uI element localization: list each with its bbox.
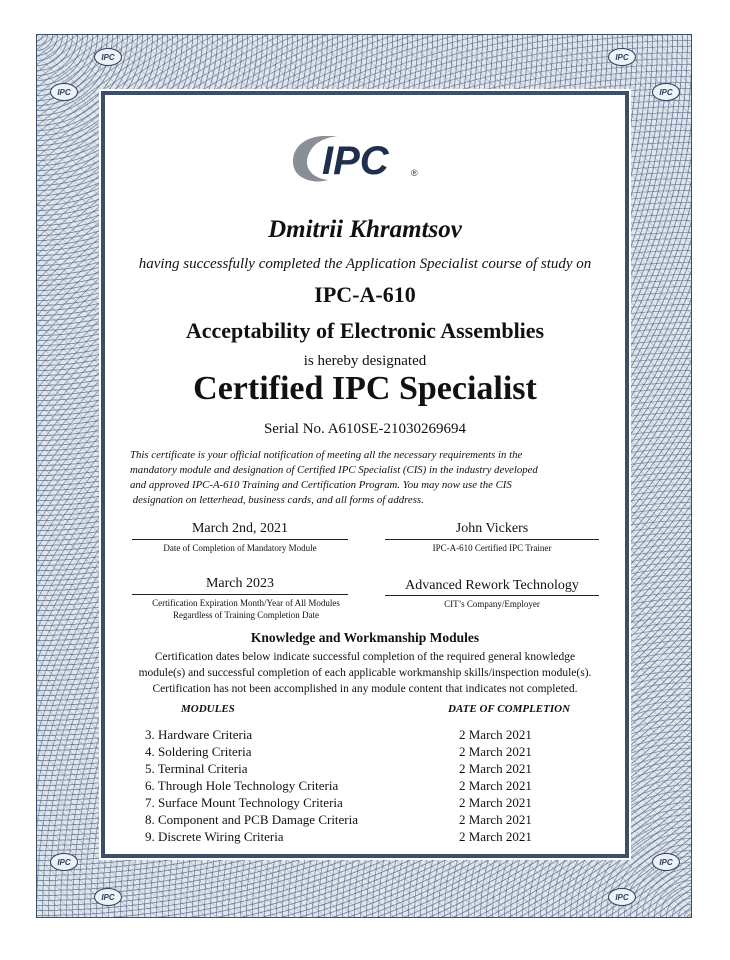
completion-date-caption: Date of Completion of Mandatory Module: [163, 543, 317, 553]
module-date: 2 March 2021: [459, 744, 532, 759]
modules-description-line: module(s) and successful completion of each applicable workmanship skills/inspection module(s).: [138, 667, 592, 679]
certificate-title: Certified IPC Specialist: [193, 370, 537, 407]
module-name: 4. Soldering Criteria: [145, 744, 252, 759]
module-row: [145, 726, 565, 743]
trainer-caption: IPC-A-610 Certified IPC Trainer: [432, 543, 552, 553]
notice-line: and approved IPC-A-610 Training and Certification Program. You may now use the CIS: [130, 479, 512, 491]
module-row: [145, 760, 565, 777]
expiration-value: March 2023: [205, 576, 275, 591]
logo-text: IPC: [322, 139, 389, 183]
designated-text: is hereby designated: [303, 353, 427, 369]
module-row: [145, 794, 565, 811]
module-row: [145, 743, 565, 760]
completion-date-value: March 2nd, 2021: [191, 521, 289, 536]
modules-description: [118, 649, 612, 697]
expiration-caption-line: Certification Expiration Month/Year of All Modules: [152, 598, 340, 608]
modules-description-line: Certification dates below indicate successful completion of the required general knowledge: [154, 651, 576, 663]
module-name: 3. Hardware Criteria: [145, 727, 253, 742]
expiration-caption: [118, 597, 374, 621]
module-name: 9. Discrete Wiring Criteria: [145, 829, 284, 844]
certificate-notice: [130, 448, 600, 508]
corner-badge-bottom-right: IPC: [652, 853, 680, 871]
modules-description-line: Certification has not been accomplished in any module content that indicates not completed.: [152, 683, 578, 695]
module-date: 2 March 2021: [459, 829, 532, 844]
corner-badge-top-left-inner: IPC: [94, 48, 122, 66]
standard-subject: Acceptability of Electronic Assemblies: [185, 318, 545, 343]
module-row: [145, 828, 565, 845]
trainer-name: John Vickers: [455, 521, 529, 536]
employer-value: Advanced Rework Technology: [405, 578, 579, 593]
module-date: 2 March 2021: [459, 727, 532, 742]
completion-date-line: [132, 539, 348, 540]
module-name: 5. Terminal Criteria: [145, 761, 248, 776]
corner-badge-top-right: IPC: [652, 83, 680, 101]
module-list: [145, 726, 565, 845]
employer-line: [385, 595, 599, 596]
module-name: 8. Component and PCB Damage Criteria: [145, 812, 359, 827]
module-date: 2 March 2021: [459, 795, 532, 810]
recipient-name: Dmitrii Khramtsov: [268, 216, 462, 243]
module-row: [145, 777, 565, 794]
corner-badge-top-left: IPC: [50, 83, 78, 101]
standard-code: IPC-A-610: [314, 282, 416, 307]
trainer-line: [385, 539, 599, 540]
ipc-logo: [288, 128, 428, 184]
serial-number: Serial No. A610SE-21030269694: [263, 421, 467, 437]
module-date: 2 March 2021: [459, 812, 532, 827]
notice-line: This certificate is your official notification of meeting all the necessary requirements in the: [130, 449, 523, 461]
date-column-header: DATE OF COMPLETION: [448, 703, 571, 715]
expiration-caption-line: Regardless of Training Completion Date: [173, 610, 319, 620]
module-name: 7. Surface Mount Technology Criteria: [145, 795, 343, 810]
module-name: 6. Through Hole Technology Criteria: [145, 778, 339, 793]
logo-registered-mark: ®: [411, 168, 418, 178]
notice-line: mandatory module and designation of Certified IPC Specialist (CIS) in the industry developed: [130, 464, 538, 476]
expiration-line: [132, 594, 348, 595]
module-date: 2 March 2021: [459, 778, 532, 793]
corner-badge-bottom-left: IPC: [50, 853, 78, 871]
notice-line: designation on letterhead, business cards, and all forms of address.: [130, 494, 424, 506]
employer-caption: CIT’s Company/Employer: [444, 599, 540, 609]
modules-column-header: MODULES: [181, 703, 235, 715]
corner-badge-top-right-inner: IPC: [608, 48, 636, 66]
module-date: 2 March 2021: [459, 761, 532, 776]
module-row: [145, 811, 565, 828]
corner-badge-bottom-left-inner: IPC: [94, 888, 122, 906]
intro-text: having successfully completed the Application Specialist course of study on: [138, 256, 592, 272]
corner-badge-bottom-right-inner: IPC: [608, 888, 636, 906]
modules-heading: Knowledge and Workmanship Modules: [250, 630, 480, 645]
